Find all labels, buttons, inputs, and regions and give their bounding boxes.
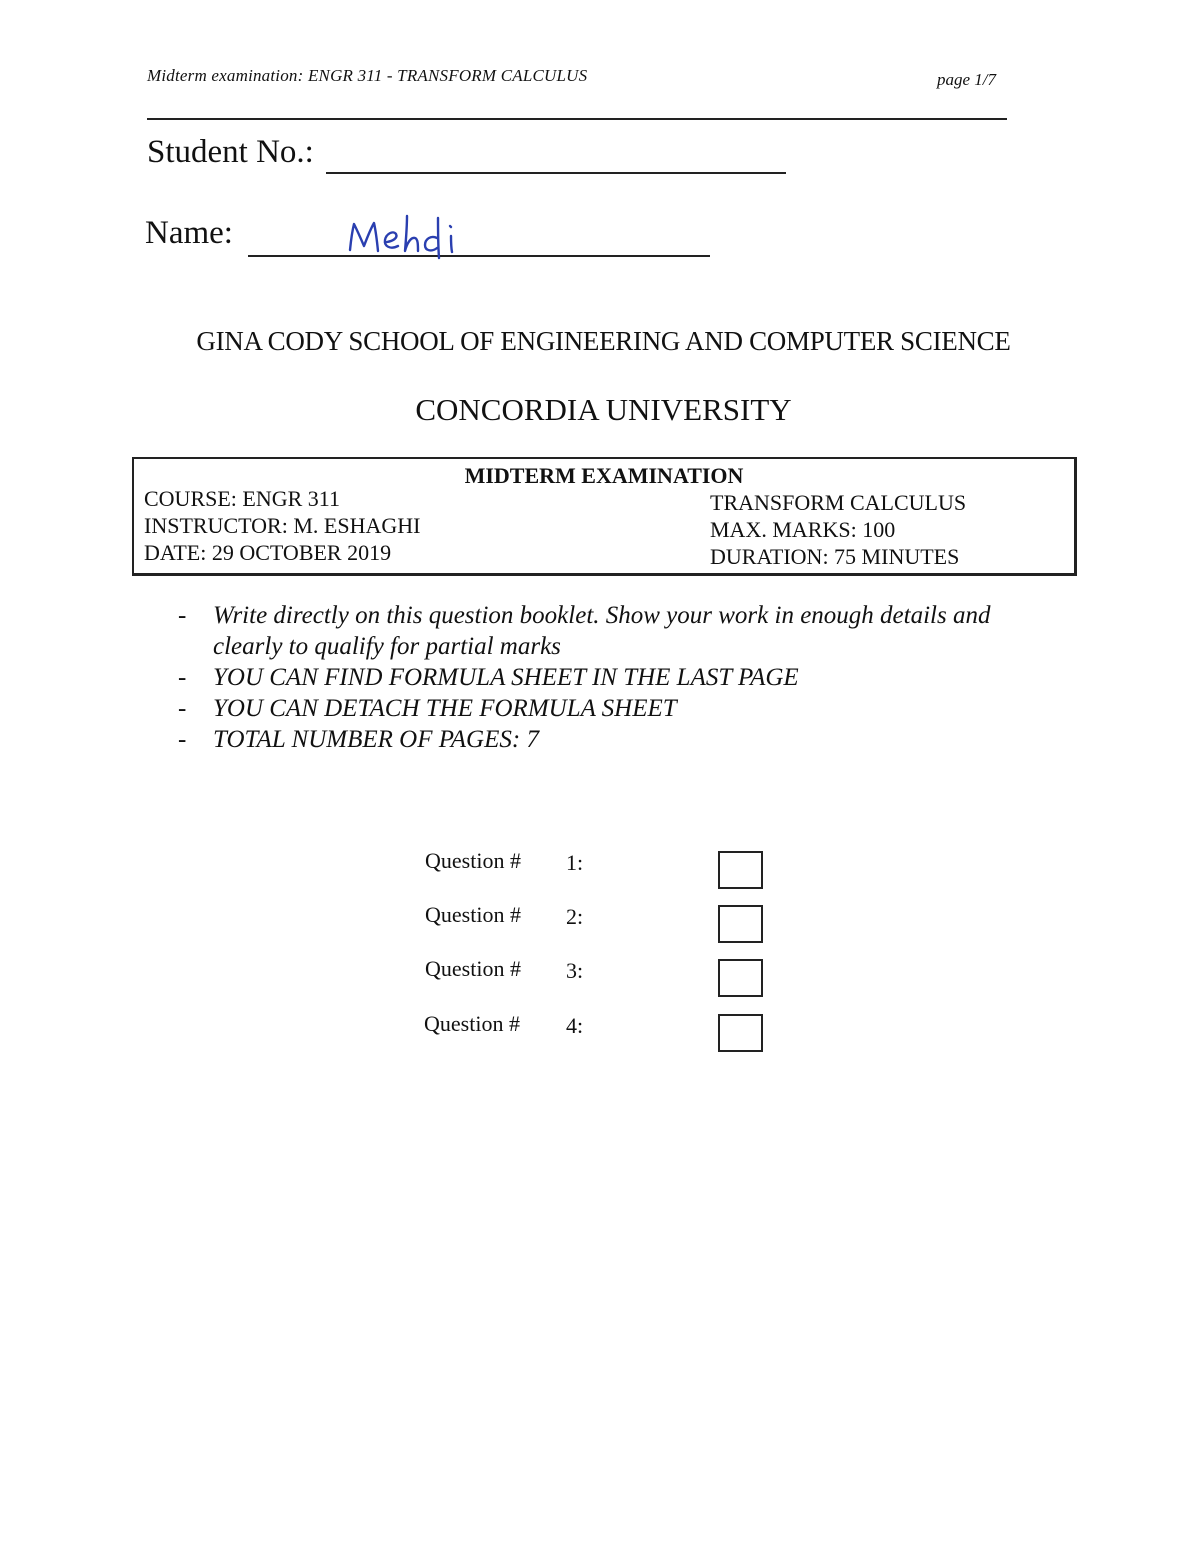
instruction-bullet: - [178,602,187,629]
question-label: Question # [424,1011,520,1036]
course-subject: TRANSFORM CALCULUS [710,490,967,515]
question-label: Question # [425,848,521,873]
header-divider [147,118,1007,120]
question-label: Question # [425,902,521,927]
instruction-text: TOTAL NUMBER OF PAGES: 7 [213,726,539,753]
instruction-text: YOU CAN DETACH THE FORMULA SHEET [213,695,677,722]
instruction-item [175,662,1055,693]
page-number: page 1/7 [937,70,997,89]
exam-title: MIDTERM EXAMINATION [464,463,744,488]
header-title: Midterm examination: ENGR 311 - TRANSFORM CALCULUS [147,66,588,85]
question-2-score-box[interactable] [718,905,763,943]
question-number: 4: [566,1013,584,1038]
instruction-bullet: - [178,664,187,691]
question-label: Question # [425,956,521,981]
exam-duration: DURATION: 75 MINUTES [710,544,960,569]
instruction-item [175,600,1055,662]
instruction-bullet: - [178,726,187,753]
question-number: 3: [566,958,584,983]
question-1-score-box[interactable] [718,851,763,889]
question-number: 1: [566,850,584,875]
university-name: CONCORDIA UNIVERSITY [415,392,792,427]
instruction-item [175,724,1055,755]
instructor: INSTRUCTOR: M. ESHAGHI [144,513,421,538]
instruction-text: YOU CAN FIND FORMULA SHEET IN THE LAST PAGE [213,664,799,691]
instructions-list [175,600,1055,755]
instruction-text: Write directly on this question booklet. Show your work in enough details and clearly to qualify for partial marks [213,602,991,660]
question-3-score-box[interactable] [718,959,763,997]
question-4-score-box[interactable] [718,1014,763,1052]
exam-info-box [132,457,1077,576]
question-number: 2: [566,904,584,929]
name-label: Name: [145,215,233,251]
instruction-bullet: - [178,695,187,722]
instruction-item [175,693,1055,724]
school-name: GINA CODY SCHOOL OF ENGINEERING AND COMPUTER SCIENCE [196,326,1011,356]
max-marks: MAX. MARKS: 100 [710,517,896,542]
student-no-label: Student No.: [147,134,314,170]
student-no-field[interactable] [326,172,786,174]
handwritten-name [345,206,485,262]
handwritten-name-drawing [345,206,485,262]
exam-date: DATE: 29 OCTOBER 2019 [144,540,392,565]
course-code: COURSE: ENGR 311 [144,486,340,511]
